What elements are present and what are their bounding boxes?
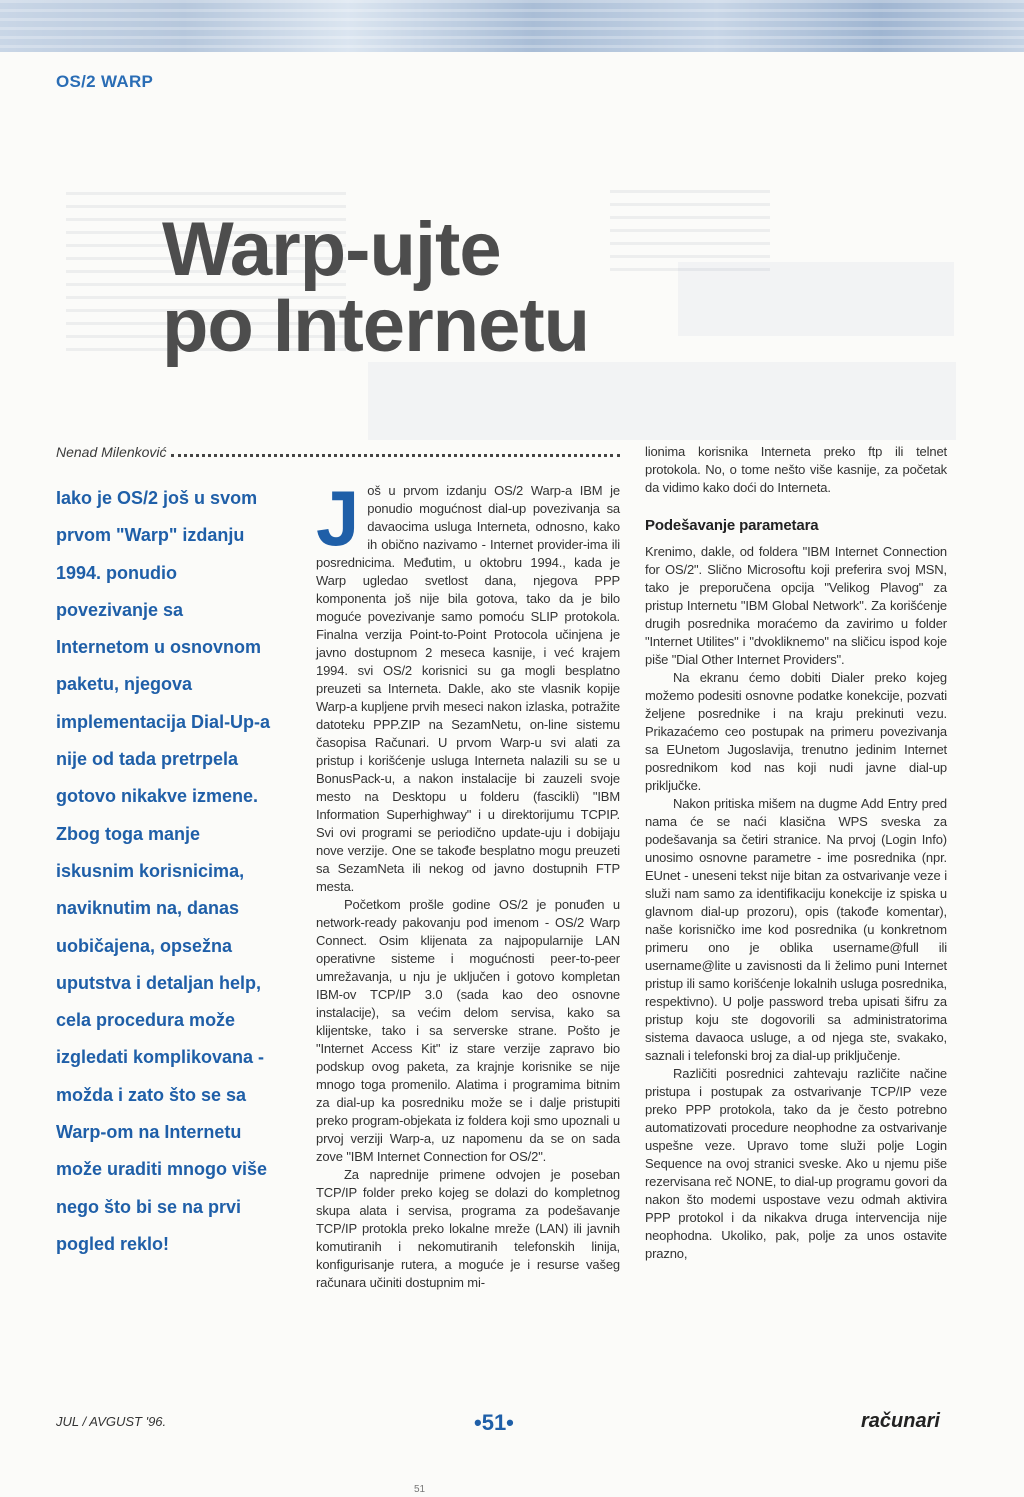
body-column-right <box>645 443 947 1263</box>
show-through-panel <box>368 362 956 440</box>
show-through-text <box>610 180 770 281</box>
body-paragraph: Za naprednije primene odvojen je poseban TCP/IP folder preko kojeg se dolazi do kompletnog skupa alata i servisa, programa za podešavanje TCP/IP protokla preko lokalne mreže (LAN) ili javnih komutiranih i nekomutiranih telefonskih linija, konfigurisanje rutera, a moguće je i resurse vašeg računara učiniti dostupnim mi- <box>316 1167 620 1290</box>
body-paragraph: Na ekranu ćemo dobiti Dialer preko kojeg možemo podesiti osnovne podatke konekcije, pozvati željene posrednike i na kraju prekinuti vezu. Prikazaćemo ceo postupak na primeru povezivanja sa EUnetom Jugoslavija, trenutno jedinim Internet posrednikom kod nas koji nudi javne dial-up priključke. <box>645 670 947 793</box>
article-title <box>162 207 590 368</box>
body-paragraph: Krenimo, dakle, od foldera "IBM Internet Connection for OS/2". Slično Microsoftu koji preferira svoj MSN, tako je preporučena opcija "Velikog Plavog" za pristup Internetu "IBM Global Network". Za korišćenje drugih posrednika moraćemo da zavirimo u folder "Internet Utilites" i "dvokliknemo" na sličicu ispod koje piše "Dial Other Internet Providers". <box>645 544 947 667</box>
subheading: Podešavanje parametara <box>645 517 819 534</box>
body-paragraph: Nakon pritiska mišem na dugme Add Entry pred nama će se naći klasična WPS sveska za podešavanja sa četiri stranice. Na prvoj (Login Info) unosimo osnovne parametre - ime posrednika (npr. EUnet - uneseni tekst nije bitan za ostvarivanje veze i služi nam samo za identifikaciju konekcije iz spiska u glavnom dial-up prozoru), opis (takođe komentar), naše korisničko ime kod posrednika (u konkretnom primeru ono je oblika username@full ili username@lite u zavisnosti da li želimo puni Internet pristup ili samo korišćenje lokalnih usluga posrednika, respektivno). U polje password treba upisati šifru za pristup koju ste dogovorili sa administratorima sistema davaoca usluge, a od njega ste, svakako, saznali i telefonski broj za dial-up priključenje. <box>645 796 947 1063</box>
body-paragraph <box>316 474 620 896</box>
dotted-rule <box>171 446 621 457</box>
section-label: OS/2 WARP <box>56 72 154 91</box>
body-text: oš u prvom izdanju OS/2 Warp-a IBM je ponudio mogućnost dial-up povezivanja sa davaocima usluga Interneta, odnosno, kako ih obično nazivamo - Internet provider-ima ili posrednicima. Međutim, u oktobru 1994., kada je Warp ugledao svetlost dana, njegova PPP komponenta još nije bila gotova, tako da je bilo moguće povezivanje samo pomoću SLIP protokola. Finalna verzija Point-to-Point Protocola učinjena je javno dostupnom 2 meseca kasnije, i već krajem 1994. svi OS/2 korisnici su ga mogli besplatno preuzeti sa Interneta. Dakle, ako ste vlasnik kopije Warp-a kupljene prvih meseci nakon izlaska, potražite datoteku PPP.ZIP na SezamNetu, on-line sistemu časopisa Računari. U prvom Warp-u svi alati za pristup i korišćenje usluga Interneta nalazili su se u BonusPack-u, a nakon instalacije bi zauzeli svoje mesto na Desktopu u folderu (fascikli) "IBM Information Superhighway" i u direktorijumu TCPIP. Svi ovi programi se periodično update-uju i dobijaju nove verzije. One se takođe besplatno mogu preuzeti sa SezamNeta ili nekog od javno dostupnih FTP mesta. <box>316 483 620 894</box>
author-name: Nenad Milenković <box>56 444 167 460</box>
body-paragraph: lionima korisnika Interneta preko ftp ili telnet protokola. No, o tome nešto više kasnije, za početak da vidimo kako doći do Interneta. <box>645 444 947 495</box>
issue-date: JUL / AVGUST '96. <box>56 1414 167 1429</box>
scan-page-number: 51 <box>414 1484 426 1495</box>
drop-cap: J <box>316 474 360 562</box>
title-line-2: po Internetu <box>162 283 590 368</box>
title-line-1: Warp-ujte <box>162 207 501 292</box>
byline <box>56 444 620 460</box>
magazine-brand: računari <box>861 1410 940 1432</box>
page-number: •51• <box>474 1410 514 1435</box>
body-paragraph: Različiti posrednici zahtevaju različite načine pristupa i postupak za ostvarivanje TCP/IP veze preko PPP protokola, tako da je često potrebno automatizovati procedure neophodne za ostvarivanje uspešne veze. Upravo tome služi polje Login Sequence na ovoj stranici sveske. Ako u njemu piše rezervisana reč NONE, to dial-up programu govori da nakon što modemi uspostave vezu odmah aktivira PPP protokol i da nikakva druga intervencija nije neophodna. Ukoliko, pak, polje za unos ostavite prazno, <box>645 1066 947 1261</box>
body-paragraph: Početkom prošle godine OS/2 je ponuđen u network-ready pakovanju pod imenom - OS/2 Warp Connect. Osim klijenata za najpopularnije LAN operativne sisteme i mogućnosti peer-to-peer umrežavanja, u nju je uključen i gotovo kompletan IBM-ov TCP/IP 3.0 (sada kao deo osnovne instalacije), sa većim delom servisa, kako sa klijentske, tako i sa serverske strane. Pošto je "Internet Access Kit" iz stare verzije zapravo bio podskup ovog paketa, za krajnje korisnike se nije mnogo toga promenilo. Alatima i programima bitnim za dial-up ka posredniku može se i dalje pristupiti preko program-objekata iz foldera koji smo upoznali u prvoj verziji Warp-a, uz napomenu da se on sada zove "IBM Internet Connection for OS/2". <box>316 897 620 1164</box>
intro-lead: Iako je OS/2 još u svom prvom "Warp" izdanju 1994. ponudio povezivanje sa Internetom u osnovnom paketu, njegova implementacija Dial-Up-a nije od tada pretrpela gotovo nikakve izmene. Zbog toga manje iskusnim korisnicima, naviknutim na, danas uobičajena, opsežna uputstva i detaljan help, cela procedura može izgledati komplikovana - možda i zato što se sa Warp-om na Internetu može uraditi mnogo više nego što bi se na prvi pogled reklo! <box>56 488 271 1254</box>
header-sky-band <box>0 0 1024 52</box>
body-column-middle <box>316 474 620 1292</box>
